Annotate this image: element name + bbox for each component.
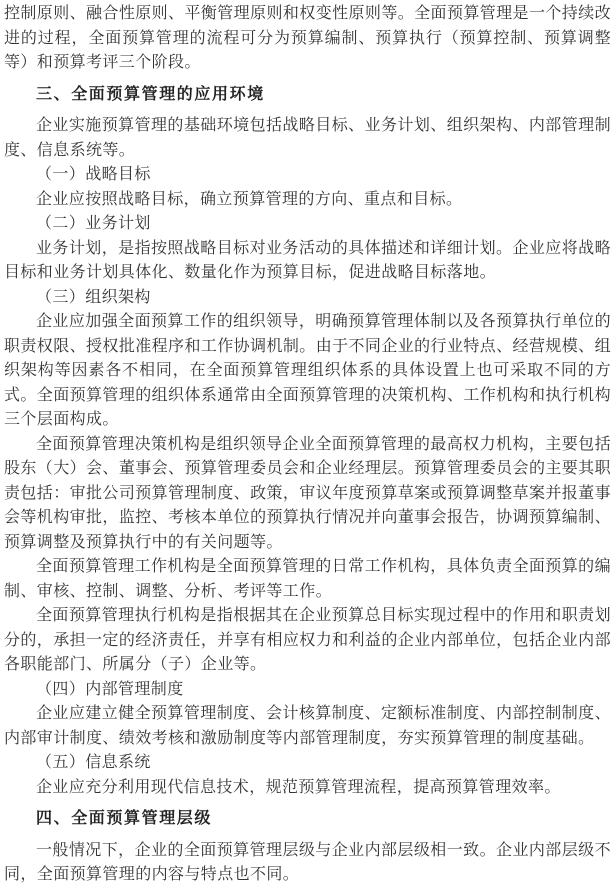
paragraph: （一）战略目标 (36, 166, 151, 183)
paragraph: （五）信息系统 (36, 754, 151, 771)
paragraph: （二）业务计划 (36, 215, 151, 232)
paragraph: 全面预算管理执行机构是指根据其在企业预算总目标实现过程中的作用和职责划分的，承担一定的经济责任，并享有相应权力和利益的企业内部单位，包括企业内部各职能部门、所属分（子）企业等。 (4, 607, 611, 673)
paragraph: （四）内部管理制度 (36, 680, 184, 698)
paragraph: 控制原则、融合性原则、平衡管理原则和权变性原则等。全面预算管理是一个持续改进的过程，全面预算管理的流程可分为预算编制、预算执行（预算控制、预算调整等）和预算考评三个阶段。 (4, 5, 611, 71)
paragraph: 企业应加强全面预算工作的组织领导，明确预算管理体制以及各预算执行单位的职责权限、授权批准程序和工作协调机制。由于不同企业的行业特点、经营规模、组织架构等因素各不相同，在全面预算管理组织体系的具体设置上也可采取不同的方式。全面预算管理的组织体系通常由全面预算管理的决策机构、工作机构和执行机构三个层面构成。 (4, 313, 611, 428)
paragraph: 企业应充分利用现代信息技术，规范预算管理流程，提高预算管理效率。 (36, 778, 561, 796)
section-heading: 四、全面预算管理层级 (36, 810, 213, 827)
paragraph: 企业应建立健全预算管理制度、会计核算制度、定额标准制度、内部控制制度、内部审计制度、绩效考核和激励制度等内部管理制度，夯实预算管理的制度基础。 (4, 705, 611, 747)
paragraph: 企业实施预算管理的基础环境包括战略目标、业务计划、组织架构、内部管理制度、信息系统等。 (4, 117, 611, 159)
paragraph: 企业应按照战略目标，确立预算管理的方向、重点和目标。 (36, 190, 463, 208)
section-heading: 三、全面预算管理的应用环境 (36, 85, 265, 103)
paragraph: 全面预算管理决策机构是组织领导企业全面预算管理的最高权力机构，主要包括股东（大）会、董事会、预算管理委员会和企业经理层。预算管理委员会的主要其职责包括：审批公司预算管理制度、政策，审议年度预算草案或预算调整草案并报董事会等机构审批，监控、考核本单位的预算执行情况并向董事会报告，协调预算编制、预算调整及预算执行中的有关问题等。 (4, 435, 611, 551)
document-text-blocks (4, 2, 611, 888)
paragraph: 一般情况下，企业的全面预算管理层级与企业内部层级相一致。企业内部层级不同，全面预算管理的内容与特点也不同。 (4, 841, 611, 883)
paragraph: （三）组织架构 (36, 288, 151, 306)
paragraph: 全面预算管理工作机构是全面预算管理的日常工作机构，具体负责全面预算的编制、审核、控制、调整、分析、考评等工作。 (4, 558, 611, 600)
paragraph: 业务计划，是指按照战略目标对业务活动的具体描述和详细计划。企业应将战略目标和业务计划具体化、数量化作为预算目标，促进战略目标落地。 (4, 239, 611, 281)
